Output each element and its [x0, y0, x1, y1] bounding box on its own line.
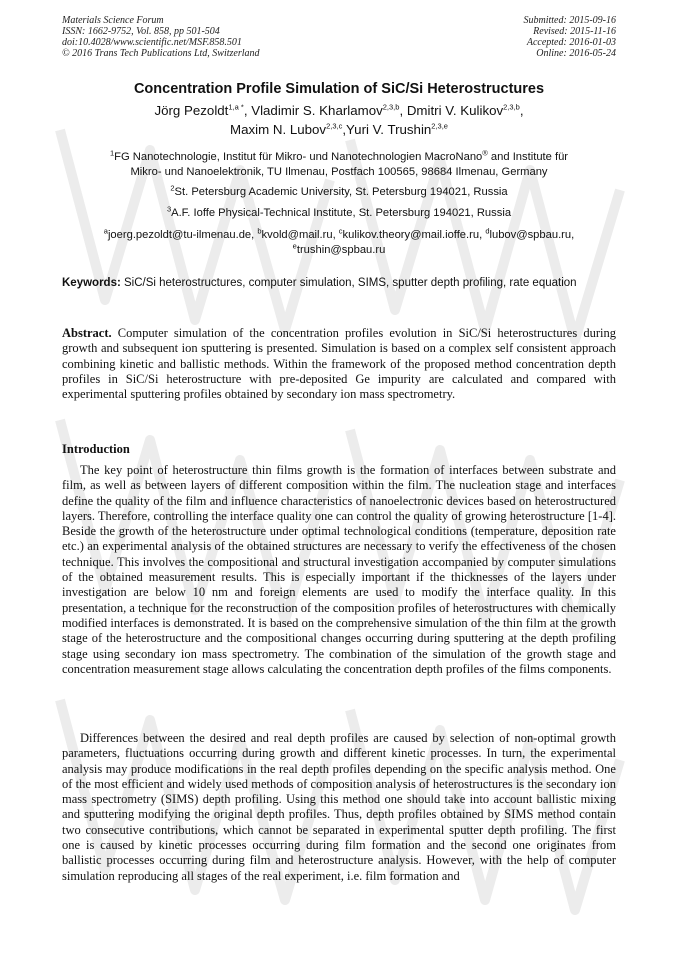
affiliation-text: Mikro- und Nanoelektronik, TU Ilmenau, Postfach 100565, 98684 Ilmenau, Germany — [130, 166, 548, 178]
abstract-text: Computer simulation of the concentration profiles evolution in SiC/Si heterostructures during growth and subsequent ion sputtering is presented. Simulation is based on a complex self consistent approach combining kinetic and ballistic methods. Within the framework of the proposed method concentration depth profiles in SiC/Si heterostructure with pre-deposited Ge impurity are calculated and compared with experimental sputtering profiles obtained by secondary ion mass spectrometry. — [62, 326, 616, 402]
online-date: Online: 2016-05-24 — [536, 48, 616, 59]
doi-line[interactable]: doi:10.4028/www.scientific.net/MSF.858.501 — [62, 37, 242, 48]
paragraph: The key point of heterostructure thin films growth is the formation of interfaces between substrate and film, as well as between layers of different composition within the film. The nucleation stage and interfaces define the quality of the film and influence characteristics of nanoelectronic devices based on heterostructured layers. Therefore, controlling the interface quality one can control the quality of growing heterostructure [1-4]. Beside the growth of the heterostructure under optimal technological conditions (temperature, deposition rate etc.) an experimental analysis of the obtained structures are necessary to verify the effectiveness of the chosen technique. This involves the compositional and structural investigation accompanied by computer simulations of the obtained measurement results. This is especially important if the thicknesses of the layers under investigation are below 10 nm and foreign elements are used to modify the interface quality. In this presentation, a technique for the reconstruction of the composition profiles of heterostructures with chemically modified interfaces is demonstrated. It is based on the comprehensive simulation of the thin film at the growth stage of the heterostructure and the compositional changes occurring during sputtering at the depth profiling stage using secondary ion mass spectrometry. The combination of the simulation of the growth stage and concentration measurement stage allows calculating the concentration depth profiles of the films components. — [62, 463, 616, 676]
affiliation-text: and Institute für — [487, 151, 569, 163]
section-heading-introduction: Introduction — [62, 442, 130, 456]
keywords — [62, 276, 616, 290]
email-mark: c — [338, 226, 343, 236]
author-name: Maxim N. Lubov — [230, 122, 327, 137]
author-emails — [62, 228, 616, 258]
revised-date: Revised: 2015-11-16 — [533, 26, 616, 37]
email-mark: d — [485, 226, 490, 236]
author-affiliation-mark: 2,3,b — [382, 102, 400, 112]
registered-mark: ® — [482, 148, 488, 158]
abstract — [62, 326, 616, 402]
email-link[interactable]: kvold@mail.ru, — [261, 229, 339, 241]
copyright-line: © 2016 Trans Tech Publications Ltd, Switzerland — [62, 48, 260, 59]
affiliation-text: St. Petersburg Academic University, St. Petersburg 194021, Russia — [174, 186, 508, 198]
keywords-text: SiC/Si heterostructures, computer simulation, SIMS, sputter depth profiling, rate equation — [120, 277, 577, 289]
submitted-date: Submitted: 2015-09-16 — [523, 15, 616, 26]
author-name: Dmitri V. Kulikov — [406, 103, 504, 118]
author-affiliation-mark: 1,a * — [228, 102, 244, 112]
issn-line: ISSN: 1662-9752, Vol. 858, pp 501-504 — [62, 26, 220, 37]
author-name: Yuri V. Trushin — [346, 122, 432, 137]
affiliation-mark: 3 — [166, 204, 172, 214]
email-link[interactable]: joerg.pezoldt@tu-ilmenau.de, — [107, 229, 258, 241]
affiliation-mark: 1 — [109, 148, 115, 158]
journal-name: Materials Science Forum — [62, 15, 164, 26]
author-affiliation-mark: 2,3,e — [431, 121, 448, 131]
email-mark: b — [257, 226, 262, 236]
journal-info — [62, 15, 260, 59]
email-mark: e — [292, 241, 297, 251]
affiliation-3 — [62, 206, 616, 221]
paper-title: Concentration Profile Simulation of SiC/Si Heterostructures — [133, 81, 545, 97]
keywords-label: Keywords: — [62, 277, 121, 289]
accepted-date: Accepted: 2016-01-03 — [526, 37, 616, 48]
email-mark: a — [103, 226, 108, 236]
affiliation-text: A.F. Ioffe Physical-Technical Institute, St. Petersburg 194021, Russia — [171, 207, 512, 219]
author-affiliation-mark: 2,3,b — [503, 102, 520, 112]
email-link[interactable]: trushin@spbau.ru — [296, 244, 386, 256]
author-name: Vladimir S. Kharlamov — [251, 103, 383, 118]
affiliation-2 — [62, 185, 616, 200]
abstract-label: Abstract. — [62, 326, 112, 340]
affiliation-1 — [62, 150, 616, 180]
affiliation-mark: 2 — [170, 183, 175, 193]
affiliation-text: FG Nanotechnologie, Institut für Mikro- und Nanotechnologien MacroNano — [114, 151, 483, 163]
author-list: Jörg Pezoldt$^{1,a *}$, Vladimir S. Kharlamov$^{2,3,b}$, Dmitri V. Kulikov$^{2,3,b}$, Maxim N. Lubov$^{2,3,c}$,Yuri V. Trushin$^{2,3,e}$ — [154, 102, 524, 137]
email-link[interactable]: kulikov.theory@mail.ioffe.ru, — [342, 229, 486, 241]
author-name: Jörg Pezoldt — [154, 103, 229, 118]
email-link[interactable]: lubov@spbau.ru, — [489, 229, 575, 241]
author-affiliation-mark: 2,3,c — [326, 121, 343, 131]
publication-dates — [524, 15, 617, 59]
paragraph: Differences between the desired and real depth profiles are caused by selection of non-optimal growth parameters, fluctuations occurring during growth and different kinetic processes. In turn, the experimental analysis may produce modifications in the real depth profiles depending on the specific analysis method. One of the most efficient and widely used methods of composition analysis of heterostructures is the secondary ion mass spectrometry (SIMS) depth profiling. Using this method one should take into account ballistic mixing and sputtering modifying the original depth profiles. Thus, depth profiles obtained by SIMS method contain two consecutive contributions, which cannot be separated in experimental sputter depth profiling. The first one is caused by kinetic processes occurring during film formation and the second one originates from ballistic processes occurring during film and heterostructure analysis. However, with the help of computer simulation reproducing all stages of the real experiment, i.e. film formation and — [62, 731, 616, 883]
